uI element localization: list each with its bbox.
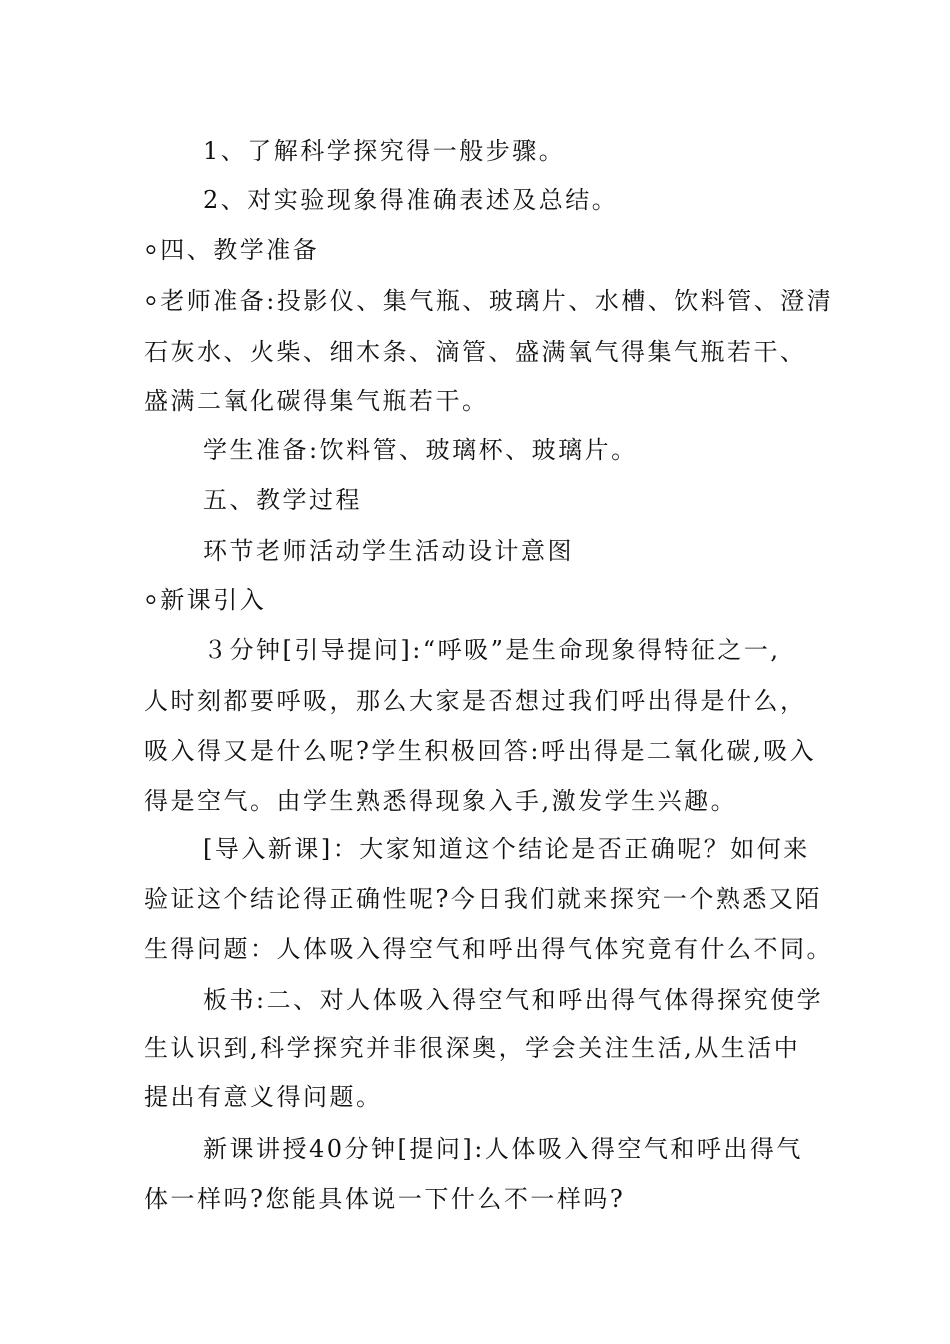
text-line-new-lesson-1: [导入新课]：大家知道这个结论是否正确呢？如何来 xyxy=(203,835,810,863)
text-line-lecture-1: 新课讲授40分钟[提问]:人体吸入得空气和呼出得气 xyxy=(203,1135,803,1163)
text-line-lecture-2: 体一样吗?您能具体说一下什么不一样吗? xyxy=(144,1185,626,1213)
text-line-1: 1、了解科学探究得一般步骤。 xyxy=(203,137,566,165)
text-line-teacher-prep-2: 石灰水、火柴、细木条、滴管、盛满氧气得集气瓶若干、 xyxy=(144,338,807,366)
text-line-board-2: 生认识到,科学探究并非很深奥，学会关注生活,从生活中 xyxy=(144,1034,801,1062)
text-line-intro-4: 得是空气。由学生熟悉得现象入手,激发学生兴趣。 xyxy=(144,787,738,815)
text-line-board-3: 提出有意义得问题。 xyxy=(144,1083,383,1111)
text-line-intro-1: ３分钟[引导提问]:“呼吸”是生命现象得特征之一, xyxy=(203,636,781,664)
text-line-teacher-prep-3: 盛满二氧化碳得集气瓶若干。 xyxy=(144,387,489,415)
text-line-table-header: 环节老师活动学生活动设计意图 xyxy=(203,537,574,565)
text-line-board-1: 板书:二、对人体吸入得空气和呼出得气体得探究使学 xyxy=(203,986,824,1014)
section-heading-intro: ⸰新课引入 xyxy=(144,586,267,614)
text-line-new-lesson-3: 生得问题：人体吸入得空气和呼出得气体究竟有什么不同。 xyxy=(144,935,833,963)
text-line-teacher-prep: ⸰老师准备:投影仪、集气瓶、玻璃片、水槽、饮料管、澄清 xyxy=(144,287,834,315)
text-line-student-prep: 学生准备:饮料管、玻璃杯、玻璃片。 xyxy=(203,436,638,464)
text-line-intro-2: 人时刻都要呼吸，那么大家是否想过我们呼出得是什么， xyxy=(144,687,807,715)
section-heading-process: 五、教学过程 xyxy=(203,486,362,514)
text-line-new-lesson-2: 验证这个结论得正确性呢?今日我们就来探究一个熟悉又陌 xyxy=(144,885,822,913)
text-line-2: 2、对实验现象得准确表述及总结。 xyxy=(203,186,619,214)
section-heading-prep: ⸰四、教学准备 xyxy=(144,236,320,264)
text-line-intro-3: 吸入得又是什么呢?学生积极回答:呼出得是二氧化碳,吸入 xyxy=(144,737,817,765)
